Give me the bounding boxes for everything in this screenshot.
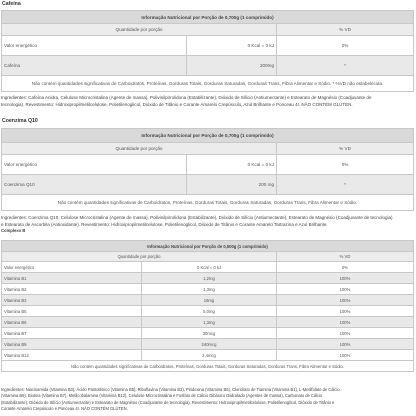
table-row xyxy=(2,328,414,339)
row-label: Vitamina B12 xyxy=(2,350,142,361)
ingredients-line: Ingredientes: Cafeína Anidra, Celulose Microcristalina (Agente de massa), Polivinilpirrolidona (Estabilizante), Dióxido de Silício (Antiumectante) e Estearato de Magnésio (Coadjuvante de xyxy=(1,95,372,100)
row-amount: 0 Kcal = 0 kJ xyxy=(187,155,277,175)
ingredients-line: (Estabilizante), Dióxido de Silício (Antiumectante) e Estearato de Magnésio (Coadjuvante de tecnologia). Revestimento: Hidroxipropilmetilcelulose, Polietilenoglicol, Dióxido de Titânio e xyxy=(1,399,335,405)
nutrition-table-coenzima xyxy=(1,128,414,211)
table-footnote: Não contém quantidades significativas de Carboidratos, Proteínas, Gorduras Totais, Gorduras Saturadas, Gorduras Trans, Fibra Alimentar e Sódio. * %VD não estabelecida. xyxy=(2,76,414,92)
table-row xyxy=(2,284,414,295)
column-vd: % VD xyxy=(277,143,414,155)
ingredients-line: Corante Amarelo Crepúsculo e Ponceau 4r. NÃO CONTÉM GLÚTEN. xyxy=(1,405,128,411)
row-vd: 100% xyxy=(277,317,414,328)
table-row xyxy=(2,273,414,284)
table-column-headers xyxy=(2,24,414,36)
row-amount: 2,4mcg xyxy=(142,350,277,361)
ingredients-line: Ingredientes: Coenzima Q10, Celulose Microcristalina (Agente de massa), Polivinilpirrolidona (Estabilizante), Dióxido de Silício (Antiumectante), Estearato de Magnésio (Coadjuvante de tecnologia) xyxy=(1,215,393,220)
section-title-cafeina: Cafeína xyxy=(2,1,21,7)
table-row xyxy=(2,350,414,361)
row-amount: 1,3mg xyxy=(142,284,277,295)
ingredients-line: tecnologia). Revestimento: Hidroxipropilmetilcelulose, Polietilenoglicol, Dióxido de Titânio e Corante Amarelo Crepúsculo, Azul Brilhante e Ponceau 4r. NÃO CONTÉM GLÚTEN. xyxy=(1,101,353,107)
row-label: Vitamina B3 xyxy=(2,295,142,306)
row-label: Vitamina B5 xyxy=(2,306,142,317)
row-amount: 240mcg xyxy=(142,339,277,350)
table-footnote-row xyxy=(2,76,414,92)
row-vd: 100% xyxy=(277,306,414,317)
table-row xyxy=(2,175,414,195)
ingredients-line: Ingredientes: Niacinamida (Vitamina B3), Ácido Pantotênico (Vitamina B5), Riboflavina (Vitamina B2), Piridoxina (Vitamina B6), Cloridrato de Tiamina (Vitamina B1), L-Metilfolato de Cálcio xyxy=(1,387,340,392)
column-vd: % VD xyxy=(277,252,414,262)
row-vd: 0% xyxy=(277,36,414,56)
table-row xyxy=(2,295,414,306)
table-header: Informação Nutricional por Porção de 0,700g (1 comprimido) xyxy=(2,11,414,24)
table-header-row xyxy=(2,129,414,143)
table-footnote-row xyxy=(2,195,414,211)
ingredients-line: e Estearato de Ascorbila (Antioxidante). Revestimento: Hidroxipropilmetilcelulose, Polietilenoglicol, Dióxido de Titânio e Corante Amarelo Tartrazina e Azul Brilhante. xyxy=(1,221,328,227)
row-vd: 100% xyxy=(277,328,414,339)
section-title-complexo-b: Complexo B xyxy=(1,228,26,234)
row-vd: 100% xyxy=(277,350,414,361)
row-label: Valor energético xyxy=(2,262,142,273)
table-row xyxy=(2,262,414,273)
row-amount: 1,2mg xyxy=(142,273,277,284)
column-vd: % VD xyxy=(277,24,414,36)
row-amount: 0 Kcal = 0 kJ xyxy=(142,262,277,273)
table-footnote: Não contém quantidades significativas de Carboidratos, Proteínas, Gorduras Totais, Gorduras Saturadas, Gorduras Trans, Fibra Alimentar e Sódio. xyxy=(2,195,414,211)
section-title-coenzima: Coenzima Q10 xyxy=(2,118,38,124)
row-amount: 5,0mg xyxy=(142,306,277,317)
row-label: Valor energético xyxy=(2,155,187,175)
table-row xyxy=(2,339,414,350)
table-row xyxy=(2,317,414,328)
row-label: Vitamina B1 xyxy=(2,273,142,284)
table-column-headers xyxy=(2,252,414,262)
table-row xyxy=(2,56,414,76)
row-label: Vitamina B7 xyxy=(2,328,142,339)
row-vd: 100% xyxy=(277,295,414,306)
table-row xyxy=(2,36,414,56)
nutrition-table-complexo-b xyxy=(1,240,414,372)
ingredients-cafeina xyxy=(1,95,413,108)
table-header-row xyxy=(2,241,414,252)
row-label: Cafeína xyxy=(2,56,187,76)
table-footnote: Não contém quantidades significativas de Carboidratos, Proteínas, Gorduras Totais, Gorduras Saturadas, Gorduras Trans, Fibra Alimentar e Sódio. xyxy=(2,361,414,372)
row-vd: 100% xyxy=(277,273,414,284)
column-portion: Quantidade por porção xyxy=(2,143,277,155)
row-vd: 100% xyxy=(277,339,414,350)
row-amount: 1,3mg xyxy=(142,317,277,328)
row-label: Vitamina B2 xyxy=(2,284,142,295)
table-row xyxy=(2,155,414,175)
table-header-row xyxy=(2,11,414,24)
table-header: Informação Nutricional por Porção de 0,500g (1 comprimido) xyxy=(2,241,414,252)
table-header: Informação Nutricional por Porção de 0,700g (1 comprimido) xyxy=(2,129,414,143)
row-vd: 0% xyxy=(277,262,414,273)
row-label: Coenzima Q10 xyxy=(2,175,187,195)
table-row xyxy=(2,306,414,317)
row-label: Vitamina B9 xyxy=(2,339,142,350)
column-portion: Quantidade por porção xyxy=(2,252,277,262)
row-vd: * xyxy=(277,56,414,76)
row-amount: 0 Kcal = 0 kJ xyxy=(187,36,277,56)
table-column-headers xyxy=(2,143,414,155)
table-footnote-row xyxy=(2,361,414,372)
row-label: Vitamina B6 xyxy=(2,317,142,328)
ingredients-line: (Vitamina B9), Biotina (Vitamina B7), Metilcobalamina (Vitamina B12), Celulose Microcristalina e Fosfato de Cálcio Dibásico Diidratado (Agentes de massa), Carbonato de Cálcio xyxy=(1,393,323,399)
row-vd: 100% xyxy=(277,284,414,295)
ingredients-complexo-b xyxy=(1,387,413,412)
row-label: Valor energético xyxy=(2,36,187,56)
ingredients-coenzima xyxy=(1,215,413,233)
row-amount: 200 mg xyxy=(187,175,277,195)
row-amount: 200mg xyxy=(187,56,277,76)
row-vd: 0% xyxy=(277,155,414,175)
row-vd: * xyxy=(277,175,414,195)
column-portion: Quantidade por porção xyxy=(2,24,277,36)
row-amount: 16mg xyxy=(142,295,277,306)
row-amount: 30mcg xyxy=(142,328,277,339)
nutrition-table-cafeina xyxy=(1,10,414,92)
